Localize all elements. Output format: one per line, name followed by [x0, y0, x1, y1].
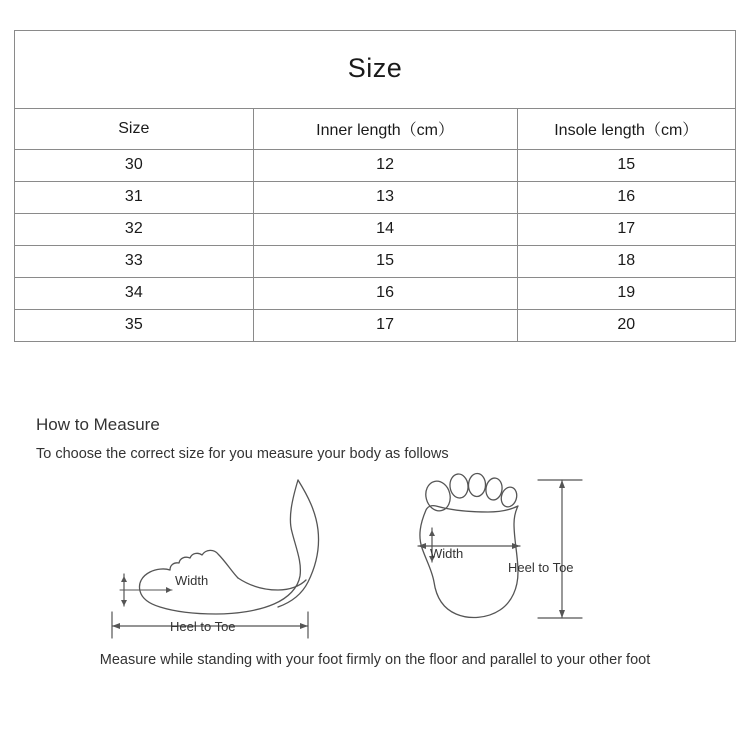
table-row: [15, 310, 736, 342]
cell-insole-length: 15: [517, 150, 735, 182]
cell-inner-length: 12: [253, 150, 517, 182]
page-title: Size: [15, 31, 736, 109]
table-row: [15, 278, 736, 310]
cell-size: 34: [15, 278, 254, 310]
column-header-insole-length: Insole length（cm）: [517, 109, 735, 150]
cell-insole-length: 17: [517, 214, 735, 246]
label-top-heel-to-toe: Heel to Toe: [508, 560, 574, 575]
cell-size: 31: [15, 182, 254, 214]
table-row: [15, 150, 736, 182]
cell-inner-length: 16: [253, 278, 517, 310]
label-side-heel-to-toe: Heel to Toe: [170, 619, 236, 634]
table-row: [15, 182, 736, 214]
cell-inner-length: 15: [253, 246, 517, 278]
cell-size: 32: [15, 214, 254, 246]
cell-insole-length: 18: [517, 246, 735, 278]
measure-footnote: Measure while standing with your foot firmly on the floor and parallel to your other foot: [99, 652, 651, 668]
measurement-diagram: [60, 466, 690, 646]
cell-inner-length: 14: [253, 214, 517, 246]
size-table: [14, 30, 736, 342]
cell-insole-length: 20: [517, 310, 735, 342]
how-to-measure-heading: How to Measure: [36, 415, 160, 434]
cell-inner-length: 13: [253, 182, 517, 214]
label-top-width: Width: [430, 546, 464, 561]
column-header-inner-length: Inner length（cm）: [253, 109, 517, 150]
table-row: [15, 246, 736, 278]
cell-size: 30: [15, 150, 254, 182]
label-side-width: Width: [175, 573, 209, 588]
table-header-row: [15, 109, 736, 150]
column-header-size: Size: [15, 109, 254, 150]
cell-insole-length: 19: [517, 278, 735, 310]
size-chart: [14, 30, 736, 342]
cell-size: 33: [15, 246, 254, 278]
cell-insole-length: 16: [517, 182, 735, 214]
cell-inner-length: 17: [253, 310, 517, 342]
how-to-measure-subheading: To choose the correct size for you measure your body as follows: [36, 446, 449, 462]
table-title-row: [15, 31, 736, 109]
cell-size: 35: [15, 310, 254, 342]
table-row: [15, 214, 736, 246]
